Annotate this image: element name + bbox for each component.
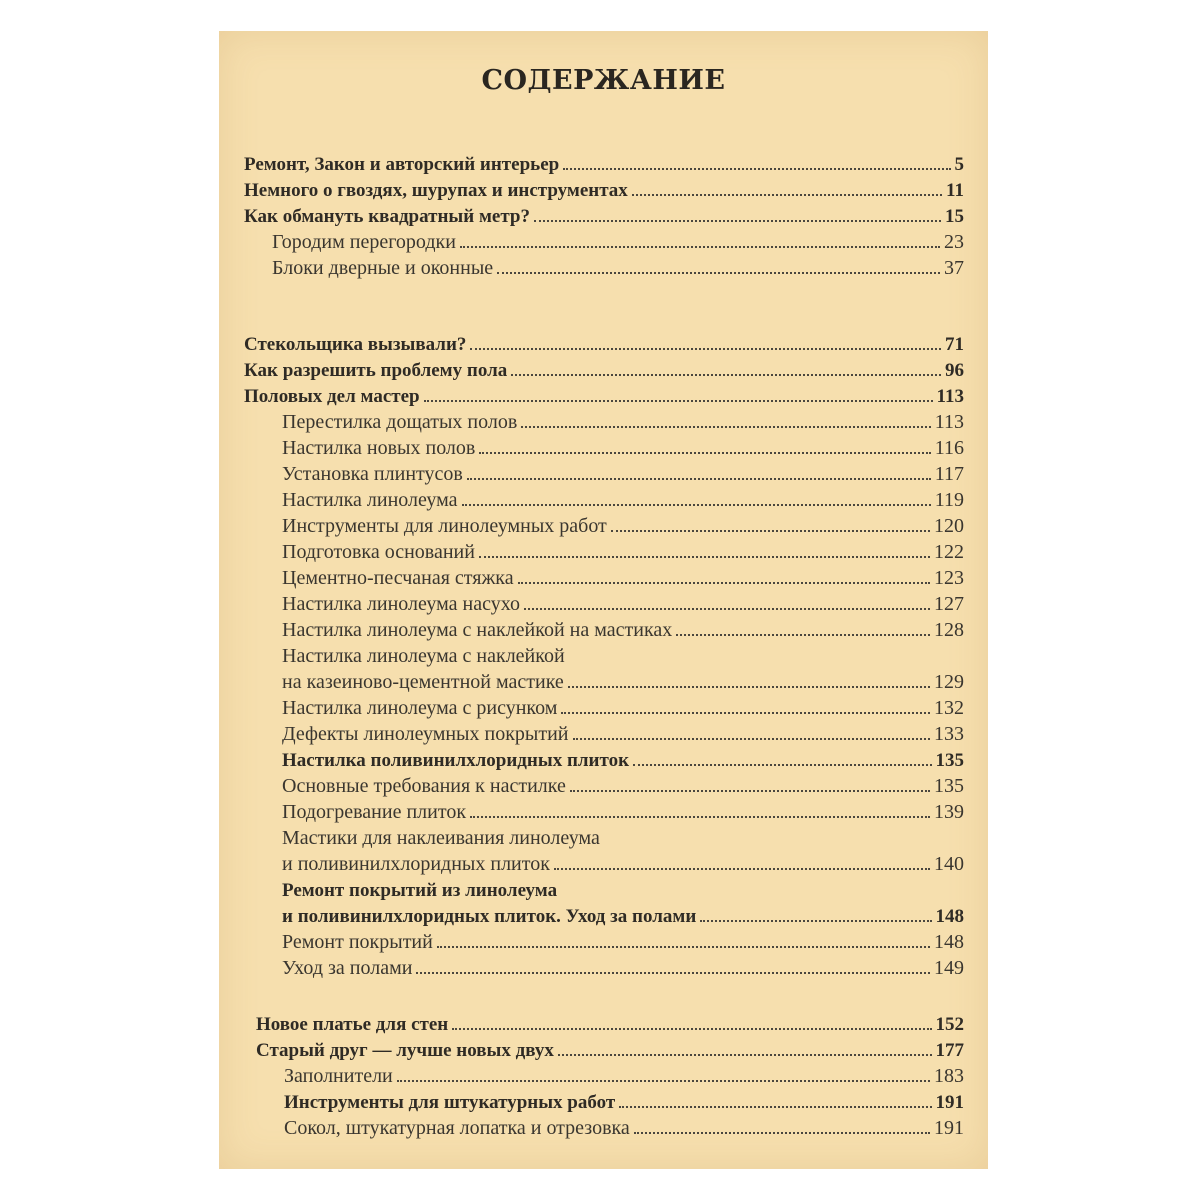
- toc-entry: [282, 486, 964, 512]
- toc-entry-page-number: 148: [934, 931, 964, 953]
- toc-entry-title: Мастики для наклеивания линолеума: [282, 827, 600, 849]
- toc-entry-page-number: 123: [934, 567, 964, 589]
- toc-entry-page-number: 139: [934, 801, 964, 823]
- toc-dot-leader: [511, 374, 941, 376]
- toc-entry: [256, 1036, 964, 1062]
- toc-dot-leader: [470, 816, 930, 818]
- toc-entry-title: Подготовка оснований: [282, 541, 475, 563]
- toc-entry: [282, 798, 964, 824]
- toc-dot-leader: [397, 1080, 930, 1082]
- toc-dot-leader: [554, 868, 930, 870]
- toc-dot-leader: [479, 452, 930, 454]
- toc-entry-page-number: 122: [934, 541, 964, 563]
- toc-entry-page-number: 135: [934, 775, 964, 797]
- toc-dot-leader: [676, 634, 930, 636]
- toc-entry: [282, 772, 964, 798]
- toc-entry-page-number: 140: [934, 853, 964, 875]
- toc-entry-title: Городим перегородки: [272, 231, 456, 253]
- toc-entry-title: Настилка линолеума насухо: [282, 593, 520, 615]
- toc-entry: [282, 694, 964, 720]
- toc-dot-leader: [460, 246, 940, 248]
- toc-entry-page-number: 148: [935, 906, 964, 927]
- toc-entry-page-number: 116: [934, 437, 964, 459]
- toc-dot-leader: [632, 194, 942, 196]
- toc-entry-title: Цементно-песчаная стяжка: [282, 567, 514, 589]
- toc-entry-page-number: 191: [934, 1117, 964, 1139]
- toc-entry-title: Ремонт покрытий: [282, 931, 433, 953]
- toc-entry-page-number: 120: [934, 515, 964, 537]
- toc-entry-title: Ремонт, Закон и авторский интерьер: [244, 154, 560, 175]
- toc-entry: [244, 176, 964, 202]
- toc-entry-page-number: 117: [934, 463, 964, 485]
- toc-entry: [272, 254, 964, 280]
- toc-entry: [284, 1114, 964, 1140]
- toc-entry-title: на казеиново-цементной мастике: [282, 671, 564, 693]
- toc-entry-page-number: 129: [934, 671, 964, 693]
- toc-entry-title: Как разрешить проблему пола: [244, 360, 508, 381]
- toc-entry-title: и поливинилхлоридных плиток: [282, 853, 550, 875]
- toc-entry-page-number: 128: [934, 619, 964, 641]
- toc-dot-leader: [619, 1106, 931, 1108]
- toc-entry-title: Инструменты для линолеумных работ: [282, 515, 607, 537]
- toc-entry: [282, 512, 964, 538]
- toc-entry-page-number: 119: [934, 489, 964, 511]
- toc-entry: [244, 382, 964, 408]
- toc-dot-leader: [633, 764, 931, 766]
- toc-entry: [282, 876, 964, 902]
- toc-entry-page-number: 11: [946, 180, 964, 201]
- toc-entry-title: Настилка поливинилхлоридных плиток: [282, 750, 630, 771]
- toc-dot-leader: [424, 400, 933, 402]
- toc-entry: [272, 228, 964, 254]
- toc-entry: [244, 202, 964, 228]
- toc-entry: [284, 1062, 964, 1088]
- toc-dot-leader: [437, 946, 930, 948]
- toc-dot-leader: [573, 738, 931, 740]
- toc-entry: [282, 590, 964, 616]
- toc-dot-leader: [611, 530, 930, 532]
- toc-entry-title: Старый друг — лучше новых двух: [256, 1040, 554, 1061]
- toc-entry-page-number: 132: [934, 697, 964, 719]
- toc-entry-page-number: 127: [934, 593, 964, 615]
- toc-entry-page-number: 133: [934, 723, 964, 745]
- toc-entry: [282, 850, 964, 876]
- toc-dot-leader: [521, 426, 930, 428]
- toc-dot-leader: [479, 556, 930, 558]
- toc-entry-page-number: 113: [936, 386, 964, 407]
- toc-entry: [282, 616, 964, 642]
- toc-entry-title: Как обмануть квадратный метр?: [244, 206, 530, 227]
- toc-entry: [282, 928, 964, 954]
- toc-entry-title: Заполнители: [284, 1065, 393, 1087]
- toc-entry-title: Основные требования к настилке: [282, 775, 566, 797]
- toc-dot-leader: [524, 608, 930, 610]
- toc-entry-page-number: 152: [935, 1014, 964, 1035]
- toc-entry: [282, 902, 964, 928]
- toc-entry: [256, 1010, 964, 1036]
- toc-entry-title: Дефекты линолеумных покрытий: [282, 723, 569, 745]
- toc-entry: [282, 408, 964, 434]
- toc-entry: [282, 824, 964, 850]
- toc-dot-leader: [467, 478, 931, 480]
- toc-entry-title: Установка плинтусов: [282, 463, 463, 485]
- toc-entry-title: Настилка линолеума: [282, 489, 458, 511]
- toc-entry: [282, 746, 964, 772]
- toc-entry-title: Половых дел мастер: [244, 386, 420, 407]
- toc-dot-leader: [497, 272, 940, 274]
- toc-entry-page-number: 37: [944, 257, 964, 279]
- toc-entry: [244, 150, 964, 176]
- toc-entry-title: Немного о гвоздях, шурупах и инструментах: [244, 180, 628, 201]
- toc-entry-title: Новое платье для стен: [256, 1014, 449, 1035]
- toc-entry-page-number: 191: [935, 1092, 964, 1113]
- toc-dot-leader: [700, 920, 931, 922]
- book-page: [219, 31, 988, 1169]
- toc-entry-page-number: 5: [954, 154, 964, 175]
- toc-entry-title: Блоки дверные и оконные: [272, 257, 494, 279]
- toc-dot-leader: [561, 712, 930, 714]
- toc-dot-leader: [568, 686, 930, 688]
- toc-dot-leader: [534, 220, 941, 222]
- toc-entry-page-number: 183: [934, 1065, 964, 1087]
- toc-entry: [282, 564, 964, 590]
- toc-entry-title: и поливинилхлоридных плиток. Уход за полами: [282, 906, 697, 927]
- toc-dot-leader: [634, 1132, 930, 1134]
- toc-entry-title: Настилка линолеума с наклейкой на мастиках: [282, 619, 673, 641]
- toc-entry-title: Инструменты для штукатурных работ: [284, 1092, 616, 1113]
- toc-entry: [282, 642, 964, 668]
- toc-entry: [244, 330, 964, 356]
- toc-entry-page-number: 96: [945, 360, 964, 381]
- toc-entry: [282, 720, 964, 746]
- toc-dot-leader: [518, 582, 930, 584]
- toc-entry: [244, 356, 964, 382]
- toc-dot-leader: [558, 1054, 932, 1056]
- toc-entry: [282, 434, 964, 460]
- toc-entry-title: Уход за полами: [282, 957, 413, 979]
- toc-entry-title: Подогревание плиток: [282, 801, 467, 823]
- toc-entry-title: Настилка линолеума с наклейкой: [282, 645, 565, 667]
- toc-dot-leader: [570, 790, 930, 792]
- toc-dot-leader: [462, 504, 931, 506]
- toc-entry-title: Ремонт покрытий из линолеума: [282, 880, 558, 901]
- toc-entry: [282, 954, 964, 980]
- page-title: СОДЕРЖАНИЕ: [481, 65, 726, 96]
- toc-entry-page-number: 23: [944, 231, 964, 253]
- toc-entry-page-number: 135: [935, 750, 964, 771]
- toc-entry-page-number: 177: [935, 1040, 964, 1061]
- toc-dot-leader: [470, 348, 941, 350]
- toc-entry-page-number: 15: [945, 206, 964, 227]
- toc-entry-page-number: 149: [934, 957, 964, 979]
- toc-entry: [282, 460, 964, 486]
- toc-entry-title: Сокол, штукатурная лопатка и отрезовка: [284, 1117, 630, 1139]
- toc-entry-title: Стекольщика вызывали?: [244, 334, 467, 355]
- toc-entry-title: Перестилка дощатых полов: [282, 411, 518, 433]
- toc-entry-title: Настилка линолеума с рисунком: [282, 697, 558, 719]
- toc-entry: [282, 538, 964, 564]
- toc-dot-leader: [452, 1028, 931, 1030]
- toc-entry-title: Настилка новых полов: [282, 437, 476, 459]
- toc-dot-leader: [416, 972, 930, 974]
- toc-entry-page-number: 113: [934, 411, 964, 433]
- toc-dot-leader: [563, 168, 950, 170]
- toc-entry: [284, 1088, 964, 1114]
- toc-entry: [282, 668, 964, 694]
- toc-entry-page-number: 71: [945, 334, 964, 355]
